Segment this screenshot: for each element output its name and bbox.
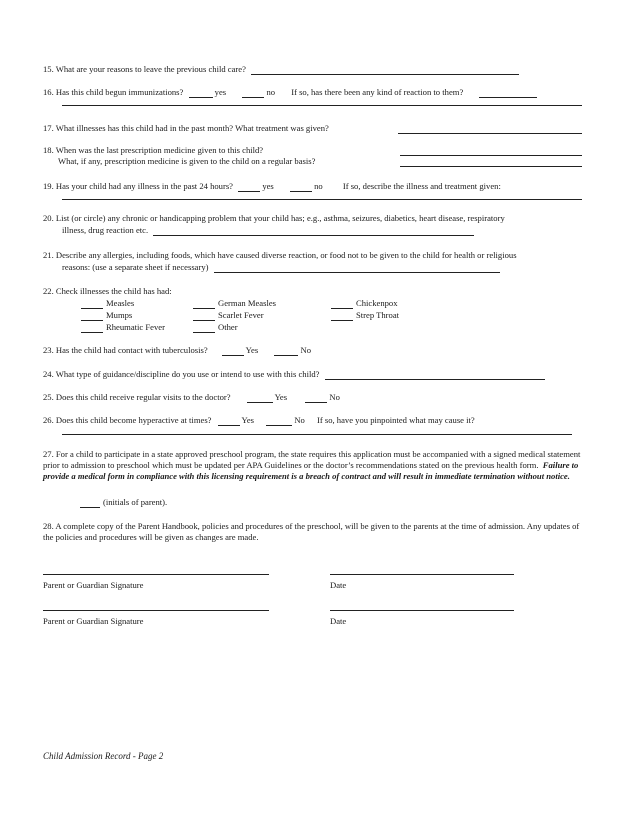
question-23-no-blank[interactable] bbox=[274, 346, 298, 356]
illness-checkbox-chickenpox[interactable] bbox=[331, 298, 398, 309]
illness-checkbox-mumps[interactable] bbox=[81, 310, 132, 321]
illness-label: Strep Throat bbox=[356, 310, 400, 320]
date-label-2: Date bbox=[330, 616, 347, 626]
question-25-no-label: No bbox=[329, 392, 340, 402]
illness-label: Scarlet Fever bbox=[218, 310, 264, 320]
parent-signature-label-2: Parent or Guardian Signature bbox=[43, 616, 144, 626]
question-20-line-2 bbox=[62, 225, 474, 236]
question-20-text: 20. List (or circle) any chronic or handicapping problem that your child has; e.g., asthma, seizures, diabetics, heart disease, respiratory bbox=[43, 213, 505, 223]
question-16-followup: If so, has there been any kind of reaction to them? bbox=[291, 87, 464, 97]
question-25-yes-blank[interactable] bbox=[247, 393, 273, 403]
question-20-text-2: illness, drug reaction etc. bbox=[62, 225, 149, 235]
question-16-no-label: no bbox=[266, 87, 276, 97]
question-16 bbox=[43, 87, 537, 98]
parent-signature-label-1: Parent or Guardian Signature bbox=[43, 580, 144, 590]
question-15-text: 15. What are your reasons to leave the previous child care? bbox=[43, 64, 246, 74]
illness-checkbox-scarlet-fever[interactable] bbox=[193, 310, 264, 321]
question-21-text-2: reasons: (use a separate sheet if necessary) bbox=[62, 262, 209, 272]
question-26-yes-blank[interactable] bbox=[218, 416, 240, 426]
illness-label: Mumps bbox=[106, 310, 133, 320]
question-18-line-1 bbox=[43, 145, 263, 156]
question-27-initials-row bbox=[80, 497, 167, 508]
question-23-yes-label: Yes bbox=[245, 345, 259, 355]
question-28-text: 28. A complete copy of the Parent Handbook, policies and procedures of the preschool, will be given to the parents at the time of admission. Any updates of the policies and procedures will be given as changes are made. bbox=[43, 521, 580, 543]
illness-label: Measles bbox=[106, 298, 135, 308]
illness-checkbox-strep-throat[interactable] bbox=[331, 310, 399, 321]
question-24-answer-field[interactable] bbox=[325, 370, 545, 380]
question-23 bbox=[43, 345, 311, 356]
question-18-regular-medicine-field[interactable] bbox=[400, 166, 582, 167]
date-line-1[interactable] bbox=[330, 574, 514, 575]
date-label-1: Date bbox=[330, 580, 347, 590]
question-25 bbox=[43, 392, 340, 403]
parent-signature-line-2[interactable] bbox=[43, 610, 269, 611]
question-22 bbox=[43, 286, 172, 297]
illness-label: Rheumatic Fever bbox=[106, 322, 165, 332]
question-17 bbox=[43, 123, 329, 134]
question-18-last-medicine-field[interactable] bbox=[400, 155, 582, 156]
question-16-yes-label: yes bbox=[214, 87, 227, 97]
question-19-answer-line[interactable] bbox=[62, 199, 582, 200]
question-26 bbox=[43, 415, 475, 426]
illness-checkbox-rheumatic-fever[interactable] bbox=[81, 322, 165, 333]
question-16-reaction-field[interactable] bbox=[479, 88, 537, 98]
question-17-text: 17. What illnesses has this child had in the past month? What treatment was given? bbox=[43, 123, 329, 133]
illness-label: Chickenpox bbox=[356, 298, 398, 308]
illness-checkbox-german-measles[interactable] bbox=[193, 298, 276, 309]
parent-signature-line-1[interactable] bbox=[43, 574, 269, 575]
question-26-yes-label: Yes bbox=[241, 415, 254, 425]
question-19-no-blank[interactable] bbox=[290, 182, 312, 192]
question-21-line-1 bbox=[43, 250, 517, 261]
question-19-yes-blank[interactable] bbox=[238, 182, 260, 192]
question-18-text: 18. When was the last prescription medicine given to this child? bbox=[43, 145, 264, 155]
illness-checkbox-other[interactable] bbox=[193, 322, 238, 333]
question-27-text: 27. For a child to participate in a state approved preschool program, the state requires this application must be accompanied with a signed medical statement prior to admission to preschool which must be updated per APA Guidelines or the doctor’s recommendations stated on the previous health form. bbox=[43, 449, 581, 471]
question-23-text: 23. Has the child had contact with tuberculosis? bbox=[43, 345, 208, 355]
question-25-text: 25. Does this child receive regular visits to the doctor? bbox=[43, 392, 231, 402]
question-18-line-2 bbox=[58, 156, 315, 167]
question-17-answer-field[interactable] bbox=[398, 133, 582, 134]
question-27-initials-label: (initials of parent). bbox=[103, 497, 168, 507]
question-16-text: 16. Has this child begun immunizations? bbox=[43, 87, 184, 97]
question-19-yes-label: yes bbox=[262, 181, 274, 191]
question-20-answer-field[interactable] bbox=[153, 226, 474, 236]
question-18-regular-text: What, if any, prescription medicine is given to the child on a regular basis? bbox=[58, 156, 316, 166]
question-16-yes-blank[interactable] bbox=[189, 88, 213, 98]
question-27 bbox=[43, 449, 588, 483]
question-26-text: 26. Does this child become hyperactive at times? bbox=[43, 415, 212, 425]
page-footer: Child Admission Record - Page 2 bbox=[43, 751, 164, 761]
question-21-answer-field[interactable] bbox=[214, 263, 500, 273]
question-26-answer-line[interactable] bbox=[62, 434, 572, 435]
question-28 bbox=[43, 521, 588, 543]
question-26-no-label: No bbox=[294, 415, 305, 425]
illness-label: German Measles bbox=[218, 298, 276, 308]
question-21-line-2 bbox=[62, 262, 500, 273]
question-23-no-label: No bbox=[300, 345, 312, 355]
question-24-text: 24. What type of guidance/discipline do you use or intend to use with this child? bbox=[43, 369, 320, 379]
question-23-yes-blank[interactable] bbox=[222, 346, 244, 356]
question-15-answer-field[interactable] bbox=[251, 65, 519, 75]
date-line-2[interactable] bbox=[330, 610, 514, 611]
question-27-warning: Failure to provide a medical form in compliance with this licensing requirement is a breach of contract and will result in immediate termination without notice. bbox=[43, 460, 579, 482]
illness-label: Other bbox=[218, 322, 238, 332]
question-26-no-blank[interactable] bbox=[266, 416, 292, 426]
question-19 bbox=[43, 181, 501, 192]
question-26-followup: If so, have you pinpointed what may cause it? bbox=[316, 415, 475, 425]
question-22-text: 22. Check illnesses the child has had: bbox=[43, 286, 172, 296]
question-19-followup: If so, describe the illness and treatment given: bbox=[342, 181, 501, 191]
question-24 bbox=[43, 369, 545, 380]
question-27-initials-field[interactable] bbox=[80, 498, 100, 508]
illness-checkbox-measles[interactable] bbox=[81, 298, 134, 309]
question-16-answer-line[interactable] bbox=[62, 105, 582, 106]
question-19-text: 19. Has your child had any illness in the past 24 hours? bbox=[43, 181, 233, 191]
question-25-yes-label: Yes bbox=[274, 392, 288, 402]
question-19-no-label: no bbox=[314, 181, 323, 191]
question-16-no-blank[interactable] bbox=[242, 88, 264, 98]
question-21-text: 21. Describe any allergies, including foods, which have caused diverse reaction, or food not to be given to the child for health or religious bbox=[43, 250, 517, 260]
question-15 bbox=[43, 64, 519, 75]
question-20-line-1 bbox=[43, 213, 505, 224]
question-25-no-blank[interactable] bbox=[305, 393, 327, 403]
